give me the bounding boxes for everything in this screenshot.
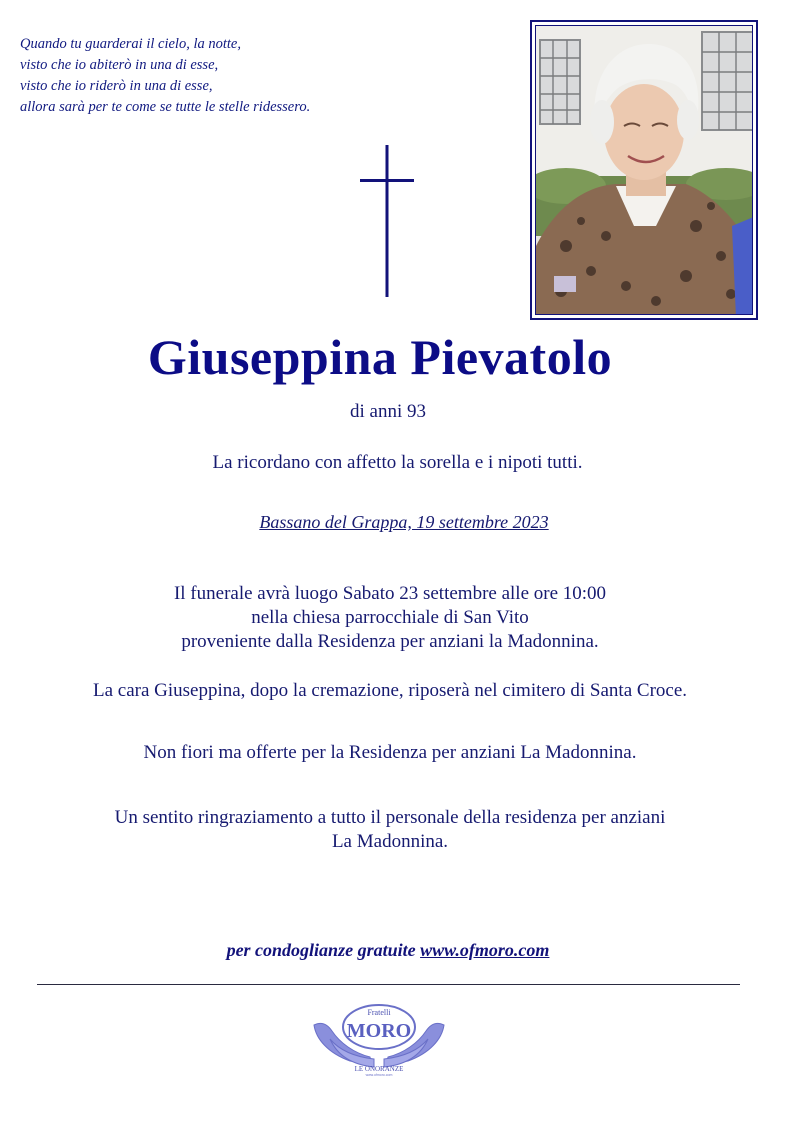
epitaph-poem (20, 34, 380, 118)
logo-small-text: www.ofmoro.com (365, 1073, 393, 1077)
thanks-text (0, 806, 780, 854)
place-date-text: Bassano del Grappa, 19 settembre 2023 (259, 512, 549, 532)
thanks-line: Un sentito ringraziamento a tutto il personale della residenza per anziani (114, 807, 666, 828)
divider (37, 984, 740, 985)
remembrance-text: La ricordano con affetto la sorella e i nipoti tutti. (212, 452, 583, 473)
poem-line: Quando tu guarderai il cielo, la notte, (20, 36, 241, 52)
deceased-age: di anni 93 (350, 401, 426, 422)
funeral-line: proveniente dalla Residenza per anziani la Madonnina. (181, 631, 599, 652)
thanks-line: La Madonnina. (331, 831, 449, 852)
portrait-photo (535, 25, 753, 315)
moro-logo (310, 995, 448, 1077)
funeral-line: nella chiesa parrocchiale di San Vito (251, 607, 529, 628)
funeral-details (0, 582, 780, 654)
logo-top-text: Fratelli (367, 1008, 391, 1017)
flowers-text: Non fiori ma offerte per la Residenza per anziani La Madonnina. (143, 742, 637, 763)
condolences-prefix: per condoglianze gratuite (226, 940, 416, 960)
logo-bottom-text: LE ONORANZE (354, 1065, 404, 1073)
deceased-name: Giuseppina Pievatolo (147, 329, 613, 385)
cremation-text: La cara Giuseppina, dopo la cremazione, riposerà nel cimitero di Santa Croce. (92, 680, 688, 701)
condolences-line (0, 940, 776, 961)
poem-line: visto che io abiterò in una di esse, (20, 57, 219, 73)
funeral-line: Il funerale avrà luogo Sabato 23 settembre alle ore 10:00 (173, 583, 607, 604)
poem-line: visto che io riderò in una di esse, (20, 78, 213, 94)
condolences-link[interactable]: www.ofmoro.com (420, 940, 550, 960)
place-date (0, 512, 795, 533)
poem-line: allora sarà per te come se tutte le stelle ridessero. (20, 99, 311, 115)
portrait-photo-frame (530, 20, 758, 320)
cross-icon (360, 145, 414, 297)
logo-name-text: MORO (346, 1020, 412, 1042)
